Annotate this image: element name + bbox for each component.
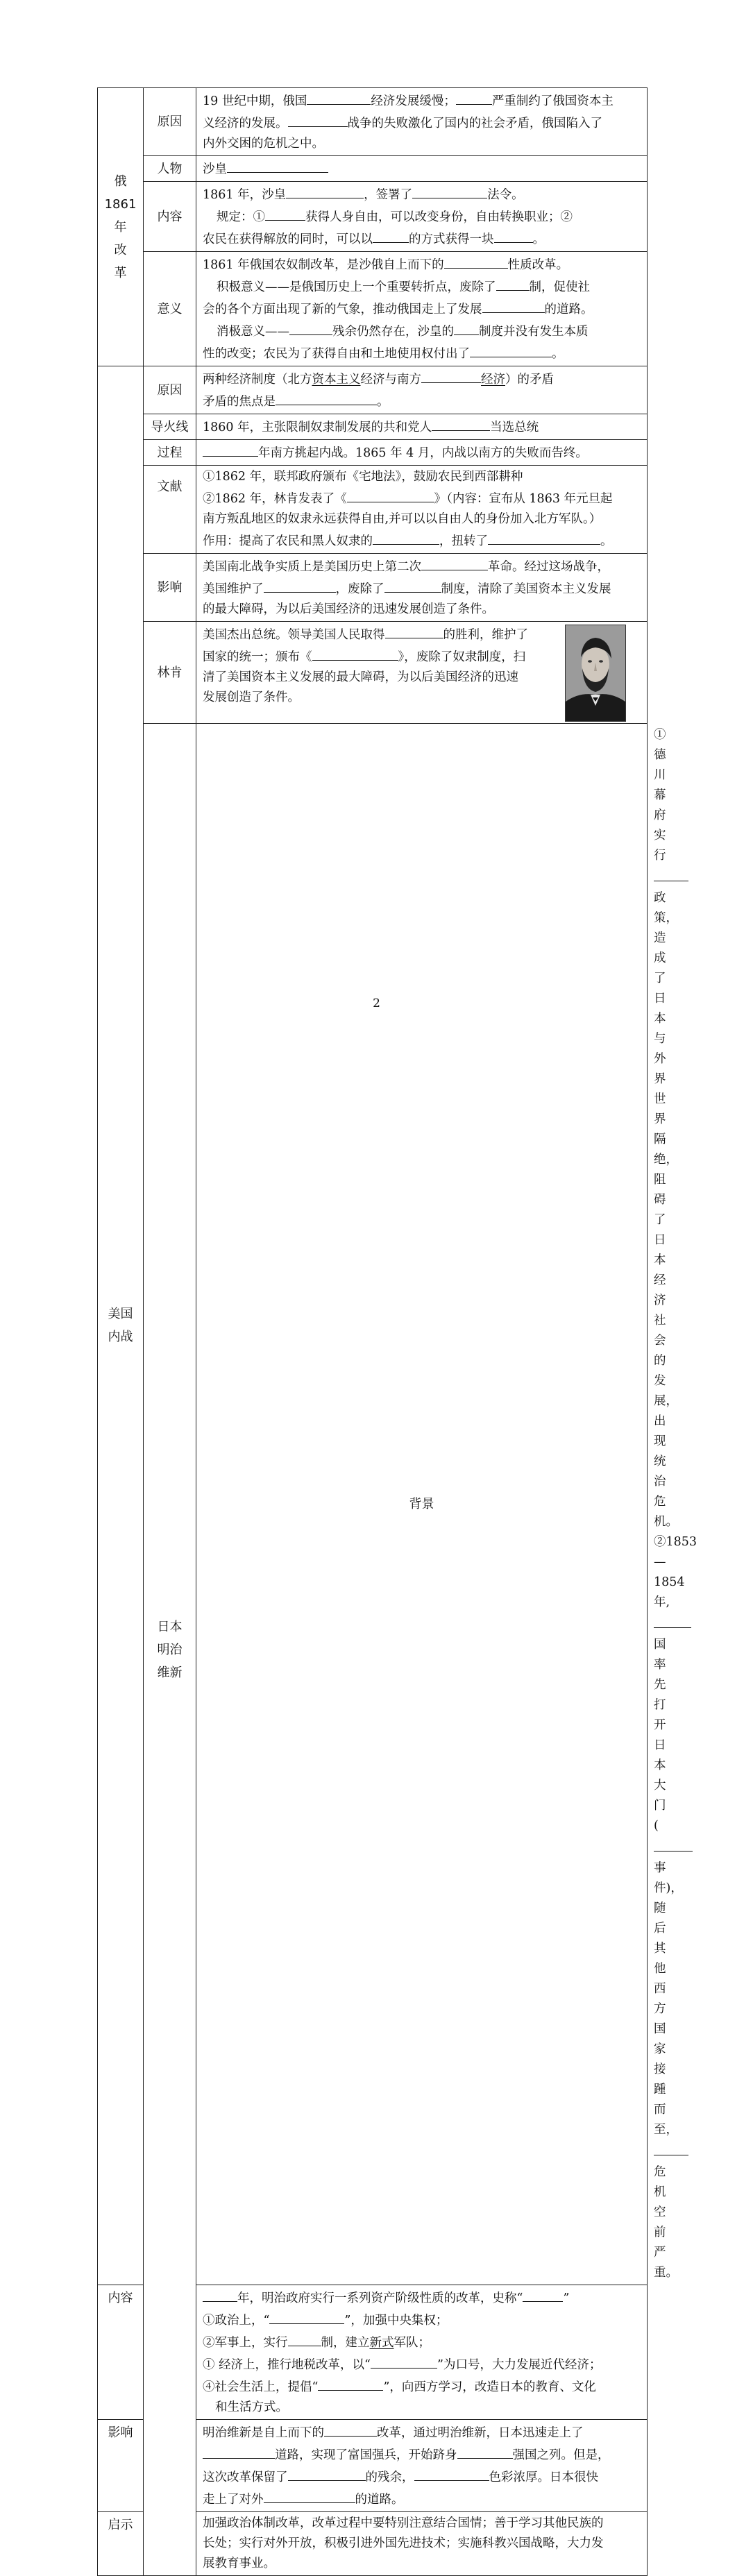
blank[interactable] [227, 158, 328, 173]
russia-cause-text: 19 世纪中期，俄国 经济发展缓慢； 严重制约了俄国资本主 义经济的发展。 战争的失败激化了国内的社会矛盾，俄国陷入了 内外交困的危机之中。 [196, 88, 648, 156]
blank[interactable] [264, 577, 336, 593]
blank[interactable] [494, 228, 533, 243]
label-japan-background: 背景 [196, 724, 648, 2285]
japan-impact-text: 明治维新是自上而下的 改革，通过明治维新，日本迅速走上了 道路，实现了富国强兵，开始跻身 强国之列。但是， 这次改革保留了 的残余， 色彩浓厚。日本很快 走上了对外 的道路。 [196, 2420, 648, 2512]
blank[interactable] [265, 205, 305, 221]
label-usa-impact: 影响 [144, 554, 196, 622]
blank[interactable] [456, 90, 492, 105]
topic-meiji-restoration: 日本 明治 维新 [144, 724, 196, 2576]
usa-fuse-text: 1860 年，主张限制奴隶制发展的共和党人 当选总统 [196, 414, 648, 440]
label-usa-fuse: 导火线 [144, 414, 196, 440]
blank[interactable] [654, 1613, 691, 1628]
label-russia-significance: 意义 [144, 252, 196, 366]
usa-cause-row [98, 366, 648, 414]
page-number: 2 [373, 997, 380, 1010]
russia-cause-row [98, 88, 648, 156]
label-usa-lincoln: 林肯 [144, 622, 196, 724]
blank[interactable] [470, 342, 552, 357]
blank[interactable] [324, 2421, 377, 2437]
blank[interactable] [264, 2488, 355, 2503]
blank[interactable] [373, 529, 439, 545]
blank[interactable] [289, 320, 332, 335]
blank[interactable] [318, 2375, 383, 2391]
usa-fuse-row [98, 414, 648, 440]
russia-significance-text: 1861 年俄国农奴制改革，是沙俄自上而下的 性质改革。 积极意义——是俄国历史上一个重要转折点，废除了 制，促使社 会的各个方面出现了新的气象，推动俄国走上了发展 的道路。 消极意义—— 残余仍然存在，沙皇的 制度并没有发生本质 性的改变；农民为了获得自由和土地使用权付出了 。 [196, 252, 648, 366]
blank[interactable] [288, 2331, 321, 2346]
blank[interactable] [496, 276, 530, 291]
blank[interactable] [444, 253, 508, 269]
blank[interactable] [307, 90, 371, 105]
label-usa-documents: 文献 [144, 466, 196, 554]
blank[interactable] [385, 623, 443, 638]
blank[interactable] [421, 368, 481, 383]
usa-impact-row [98, 554, 648, 622]
japan-lesson-text: 加强政治体制改革，改革过程中要特别注意结合国情；善于学习其他民族的 长处；实行对外开放，积极引进外国先进技术；实施科教兴国战略，大力发 展教育事业。 [196, 2512, 648, 2576]
usa-documents-text: ①1862 年，联邦政府颁布《宅地法》，鼓励农民到西部耕种 ②1862 年，林肯发表了《 》（内容：宣布从 1863 年元旦起 南方叛乱地区的奴隶永远获得自由,并可以以自由人的身份加入北方军队。） 作用：提高了农民和黑人奴隶的 ，扭转了 。 [196, 466, 648, 554]
blank[interactable] [454, 320, 479, 335]
blank[interactable] [654, 866, 688, 881]
lincoln-portrait-icon [565, 625, 626, 722]
blank[interactable] [203, 2287, 237, 2302]
usa-process-text: 年南方挑起内战。1865 年 4 月，内战以南方的失败而告终。 [196, 440, 648, 466]
label-usa-cause: 原因 [144, 366, 196, 414]
blank[interactable] [654, 1836, 693, 1852]
label-japan-content: 内容 [98, 2285, 144, 2420]
history-review-table [97, 87, 697, 2576]
usa-impact-text: 美国南北战争实质上是美国历史上第二次 革命。经过这场战争， 美国维护了 ，废除了 制度，清除了美国资本主义发展 的最大障碍，为以后美国经济的迅速发展创造了条件。 [196, 554, 648, 622]
russia-content-text: 1861 年，沙皇 ，签署了 法令。 规定：① 获得人身自由，可以改变身份，自由转换职业；② 农民在获得解放的同时，可以以 的方式获得一块 。 [196, 182, 648, 252]
label-russia-content: 内容 [144, 182, 196, 252]
blank[interactable] [384, 577, 441, 593]
label-usa-process: 过程 [144, 440, 196, 466]
usa-cause-text: 两种经济制度（北方资本主义经济与南方 经济）的矛盾 矛盾的焦点是 。 [196, 366, 648, 414]
blank[interactable] [203, 2443, 275, 2459]
russia-content-row [98, 182, 648, 252]
blank[interactable] [523, 2287, 563, 2302]
label-russia-figure: 人物 [144, 156, 196, 182]
label-russia-cause: 原因 [144, 88, 196, 156]
blank[interactable] [373, 228, 409, 243]
blank[interactable] [482, 298, 545, 313]
japan-content-text: 年，明治政府实行一系列资产阶级性质的改革，史称“ ” ①政治上，“ ”，加强中央集权； ②军事上，实行 制，建立新式军队； ① 经济上，推行地税改革，以“ ”为口号，大力发展近代经济； ④社会生活上，提倡“ ”，向西方学习，改造日本的教育、文化 和生活方式。 [196, 2285, 648, 2420]
russia-figure-text: 沙皇 [196, 156, 648, 182]
japan-background-row: 日本 明治 维新 背景 ①德川幕府实行政策，造成了日本与外界世界隔绝，阻碍了日本经济 社会的发展，出现统治危机。②1853—1854 年,国率先打开日本大门 (事件)，随后其他西方国家接踵而至，危机空前严重。 [98, 724, 648, 2285]
usa-process-row [98, 440, 648, 466]
blank[interactable] [269, 2309, 344, 2324]
label-japan-lesson: 启示 [98, 2512, 144, 2576]
blank[interactable] [286, 183, 364, 198]
blank[interactable] [288, 112, 348, 127]
worksheet [97, 87, 697, 2576]
topic-us-civil-war: 美国 内战 [98, 366, 144, 2285]
blank[interactable] [347, 487, 434, 502]
blank[interactable] [414, 2466, 489, 2481]
blank[interactable] [412, 183, 487, 198]
blank[interactable] [288, 2466, 366, 2481]
blank[interactable] [276, 390, 377, 405]
blank[interactable] [421, 555, 488, 570]
usa-lincoln-row [98, 622, 648, 724]
blank[interactable] [654, 2140, 688, 2155]
blank[interactable] [488, 529, 600, 545]
blank[interactable] [371, 2353, 437, 2369]
topic-russia-reform: 俄 1861 年 改 革 [98, 88, 144, 366]
blank[interactable] [432, 416, 490, 431]
label-japan-impact: 影响 [98, 2420, 144, 2512]
russia-significance-row [98, 252, 648, 366]
usa-documents-row [98, 466, 648, 554]
usa-lincoln-text: 美国杰出总统。领导美国人民取得 的胜利，维护了 国家的统一；颁布《 》，废除了奴隶制度，扫 清了美国资本主义发展的最大障碍，为以后美国经济的迅速 发展创造了条件。 [196, 622, 648, 724]
blank[interactable] [312, 645, 398, 661]
russia-figure-row [98, 156, 648, 182]
blank[interactable] [203, 441, 258, 457]
blank[interactable] [457, 2443, 513, 2459]
